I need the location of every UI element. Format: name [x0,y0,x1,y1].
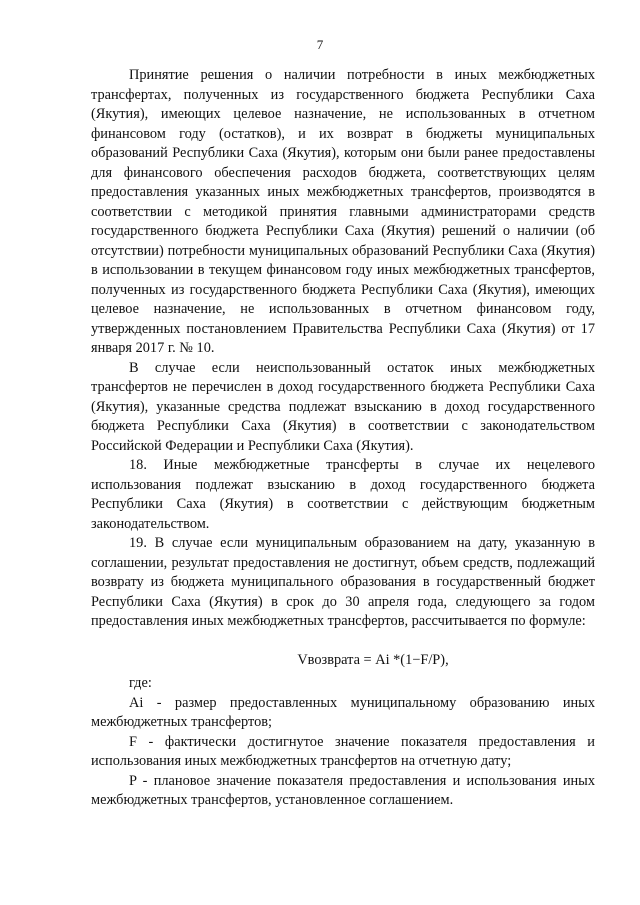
definition-p: P - плановое значение показателя предоставления и использования иных межбюджетных трансфертов, установленное соглашением. [91,772,595,808]
paragraph-return-decision: Принятие решения о наличии потребности в иных межбюджетных трансфертах, полученных из государственного бюджета Республики Саха (Якутия), имеющих целевое назначение, не использованных в отчетном финансовом году (остатков), и их возврат в бюджеты муниципальных образований Республики Саха (Якутия), которым они были ранее предоставлены для финансового обеспечения расходов бюджета, соответствующих целям предоставления указанных иных межбюджетных трансфертов, производятся в соответствии с методикой принятия главными администраторами средств государственного бюджета Республики Саха (Якутия) решений о наличии (об отсутствии) потребности муниципальных образований Республики Саха (Якутия) в использовании в текущем финансовом году иных межбюджетных трансфертов, полученных из государственного бюджета Республики Саха (Якутия), имеющих целевое назначение, не использованных в отчетном финансовом году, утвержденных постановлением Правительства Республики Саха (Якутия) от 17 января 2017 г. № 10. [91,67,595,356]
document-body [91,66,595,811]
where-label: где: [129,675,152,691]
definition-f: F - фактически достигнутое значение показателя предоставления и использования иных межбюджетных трансфертов на отчетную дату; [91,733,595,769]
paragraph-item-18: 18. Иные межбюджетные трансферты в случае их нецелевого использования подлежат взысканию в доход государственного бюджета Республики Саха (Якутия) в соответствии с действующим бюджетным законодательством. [91,457,595,532]
definition-ai: Ai - размер предоставленных муниципальному образованию иных межбюджетных трансфертов; [91,694,595,730]
page-number: 7 [316,37,324,52]
paragraph-unused-balance: В случае если неиспользованный остаток иных межбюджетных трансфертов не перечислен в доход государственного бюджета Республики Саха (Якутия), указанные средства подлежат взысканию в доход государственного бюджета Республики Саха (Якутия) в соответствии с законодательством Российской Федерации и Республики Саха (Якутия). [91,359,595,454]
paragraph-item-19: 19. В случае если муниципальным образованием на дату, указанную в соглашении, результат предоставления не достигнут, объем средств, подлежащий возврату из бюджета муниципального образования в государственный бюджет Республики Саха (Якутия) в срок до 30 апреля года, следующего за годом предоставления иных межбюджетных трансфертов, рассчитывается по формуле: [91,535,595,629]
return-formula: Vвозврата = Ai *(1−F/P), [297,651,449,668]
